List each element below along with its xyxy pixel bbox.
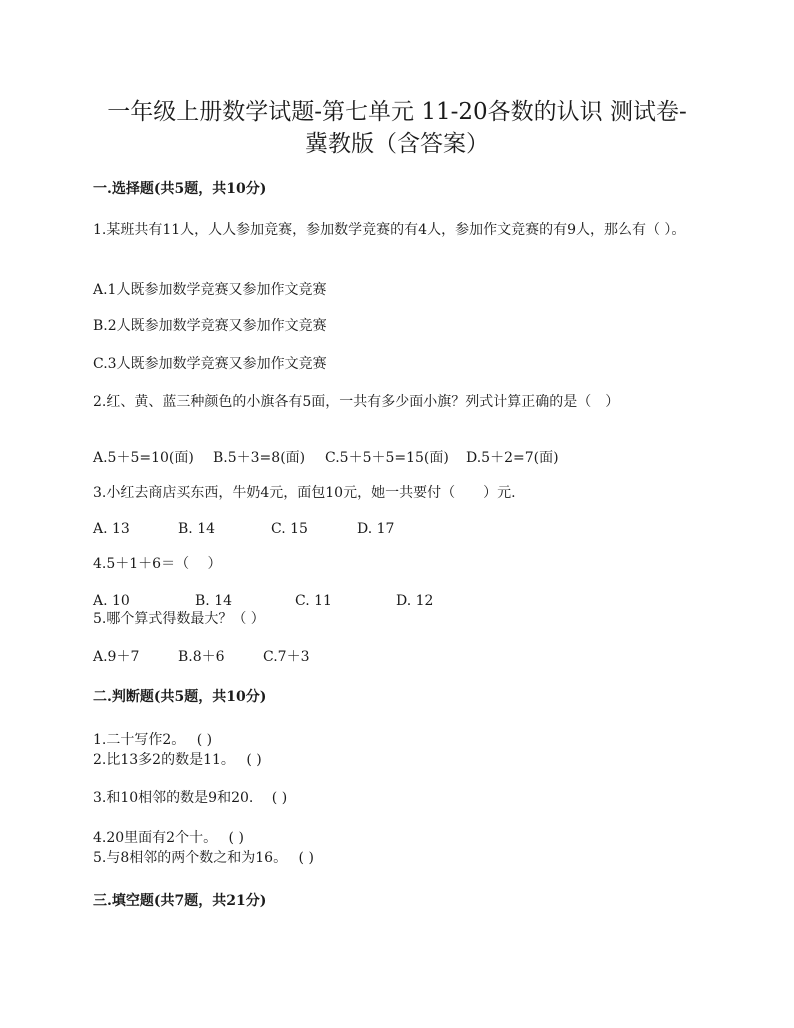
q3-option-c: C. 15	[271, 521, 308, 537]
q4-option-b: B. 14	[195, 593, 233, 609]
q4-option-a: A. 10	[93, 593, 130, 609]
section-heading-fill-blank: 三.填空题(共7题，共21分)	[93, 893, 267, 909]
question-3-text: 3.小红去商店买东西，牛奶4元，面包10元，她一共要付（ ）元.	[93, 485, 516, 501]
section-heading-judgement: 二.判断题(共5题，共10分)	[93, 689, 267, 705]
q3-option-b: B. 14	[178, 521, 216, 537]
section-heading-choice: 一.选择题(共5题，共10分)	[93, 181, 267, 197]
q1-option-b: B.2人既参加数学竞赛又参加作文竞赛	[93, 318, 327, 334]
title-line-1: 一年级上册数学试题-第七单元 11-20各数的认识 测试卷-	[107, 99, 687, 125]
q2-option-d: D.5＋2=7(面)	[466, 450, 559, 466]
judge-item-3: 3.和10相邻的数是9和20. ( )	[93, 790, 288, 806]
q4-option-d: D. 12	[396, 593, 434, 609]
q1-option-c: C.3人既参加数学竞赛又参加作文竞赛	[93, 356, 327, 372]
q5-option-b: B.8＋6	[178, 649, 225, 665]
question-5-text: 5.哪个算式得数最大？（ ）	[93, 611, 265, 627]
judge-item-5: 5.与8相邻的两个数之和为16。 ( )	[93, 850, 314, 866]
q2-option-c: C.5＋5＋5=15(面)	[325, 450, 449, 466]
question-1-text: 1.某班共有11人，人人参加竞赛，参加数学竞赛的有4人，参加作文竞赛的有9人，那么有（ ）。	[93, 222, 686, 238]
judge-item-1: 1.二十写作2。 ( )	[93, 732, 213, 748]
q4-option-c: C. 11	[295, 593, 332, 609]
question-2-text: 2.红、黄、蓝三种颜色的小旗各有5面，一共有多少面小旗？列式计算正确的是（ ）	[93, 394, 620, 410]
document-title	[60, 96, 734, 160]
question-4-text: 4.5＋1＋6＝（ ）	[93, 556, 222, 572]
q5-option-a: A.9＋7	[93, 649, 140, 665]
q5-option-c: C.7＋3	[263, 649, 310, 665]
q2-option-a: A.5＋5=10(面)	[93, 450, 194, 466]
title-line-2: 冀教版（含答案）	[305, 131, 489, 157]
q2-option-b: B.5＋3=8(面)	[213, 450, 306, 466]
judge-item-4: 4.20里面有2个十。 ( )	[93, 830, 244, 846]
q3-option-a: A. 13	[93, 521, 130, 537]
judge-item-2: 2.比13多2的数是11。 ( )	[93, 752, 262, 768]
q1-option-a: A.1人既参加数学竞赛又参加作文竞赛	[93, 282, 327, 298]
q3-option-d: D. 17	[357, 521, 395, 537]
